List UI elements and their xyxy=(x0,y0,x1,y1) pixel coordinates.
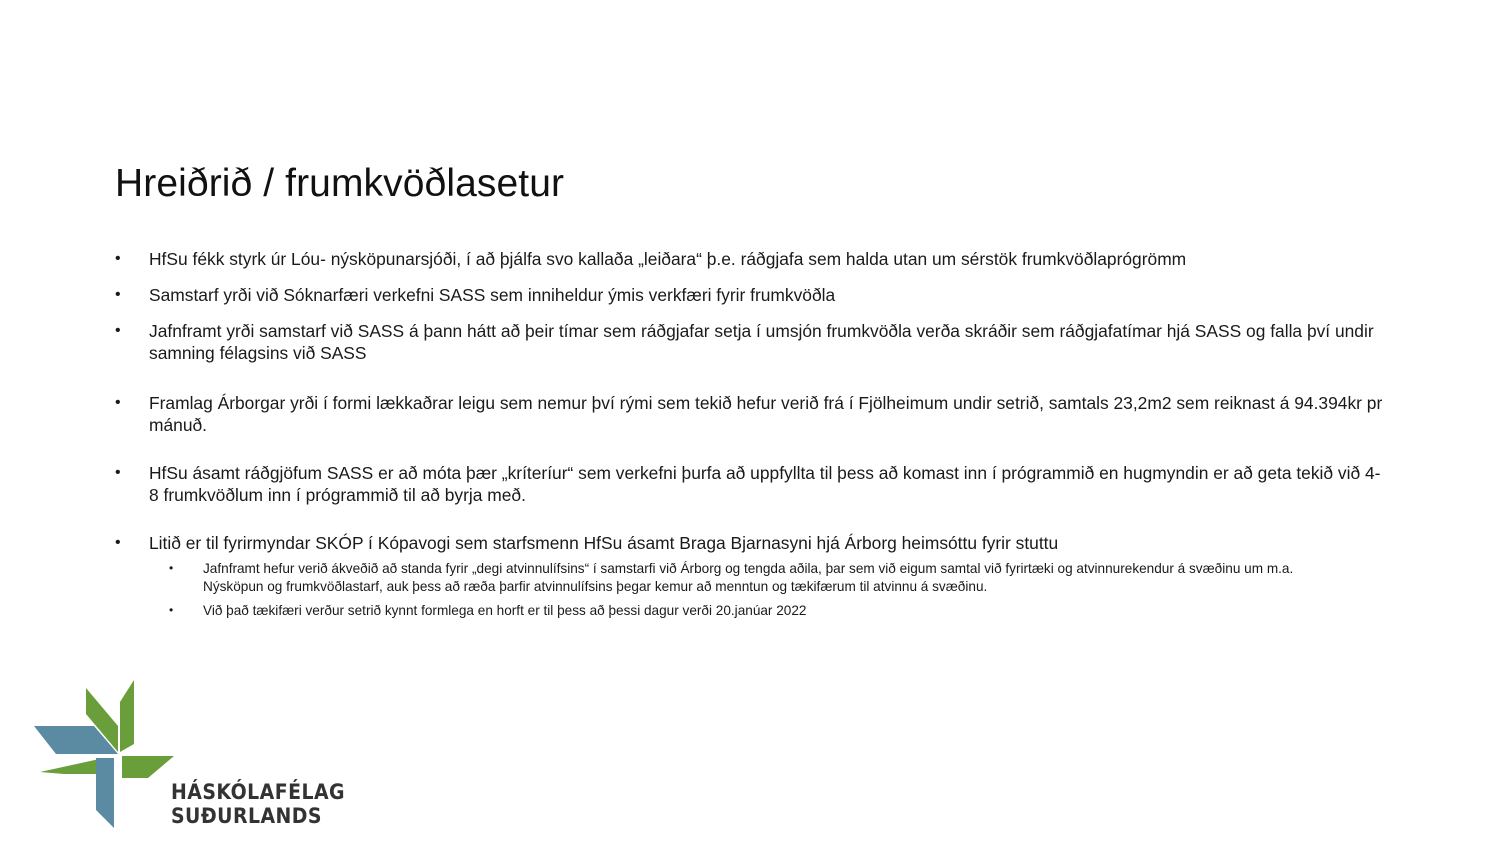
sub-bullet-list xyxy=(149,560,1339,620)
sub-bullet-item xyxy=(169,560,1339,595)
star-cross-logo-icon xyxy=(34,678,184,833)
sub-bullet-text: Við það tækifæri verður setrið kynnt formlega en horft er til þess að þessi dagur verði 20.janúar 2022 xyxy=(203,603,807,618)
sub-bullet-text: Jafnframt hefur verið ákveðið að standa fyrir „degi atvinnulífsins“ í samstarfi við Árborg og tengda aðila, þar sem við eigum samtal við fyrirtæki og atvinnurekendur á svæðinu um m.a. Nýsköpun og frumkvöðlastarf, auk þess að ræða þarfir atvinnulífsins þegar kemur að menntun og tækifærum til atvinnu á svæðinu. xyxy=(203,561,1294,594)
sub-bullet-item xyxy=(169,602,1339,620)
logo-line-2: SUÐURLANDS xyxy=(171,804,322,828)
bullet-item xyxy=(115,284,1385,306)
bullet-item xyxy=(115,248,1385,270)
logo-line-1: HÁSKÓLAFÉLAG xyxy=(171,780,346,804)
bullet-item xyxy=(115,392,1385,436)
bullet-list xyxy=(115,248,1385,620)
bullet-text: HfSu fékk styrk úr Lóu- nýsköpunarsjóði, í að þjálfa svo kallaða „leiðara“ þ.e. ráðgjafa sem halda utan um sérstök frumkvöðlaprógrömm xyxy=(149,249,1187,269)
bullet-text: Framlag Árborgar yrði í formi lækkaðrar leigu sem nemur því rými sem tekið hefur verið frá í Fjölheimum undir setrið, samtals 23,2m2 sem reiknast á 94.394kr pr mánuð. xyxy=(149,393,1383,435)
bullet-text: Jafnframt yrði samstarf við SASS á þann hátt að þeir tímar sem ráðgjafar setja í umsjón frumkvöðla verða skráðir sem ráðgjafatímar hjá SASS og falla því undir samning félagsins við SASS xyxy=(149,321,1374,363)
bullet-item xyxy=(115,320,1385,364)
bullet-item xyxy=(115,462,1385,506)
bullet-text: HfSu ásamt ráðgjöfum SASS er að móta þær „kríteríur“ sem verkefni þurfa að uppfyllta til þess að komast inn í prógrammið en hugmyndin er að geta tekið við 4-8 frumkvöðlum inn í prógrammið til að byrja með. xyxy=(149,463,1381,505)
bullet-text: Litið er til fyrirmyndar SKÓP í Kópavogi sem starfsmenn HfSu ásamt Braga Bjarnasyni hjá Árborg heimsóttu fyrir stuttu xyxy=(149,533,1059,553)
slide-title: Hreiðrið / frumkvöðlasetur xyxy=(115,162,565,205)
bullet-item xyxy=(115,532,1385,620)
organization-logo xyxy=(34,678,346,833)
bullet-text: Samstarf yrði við Sóknarfæri verkefni SASS sem inniheldur ýmis verkfæri fyrir frumkvöðla xyxy=(149,285,836,305)
